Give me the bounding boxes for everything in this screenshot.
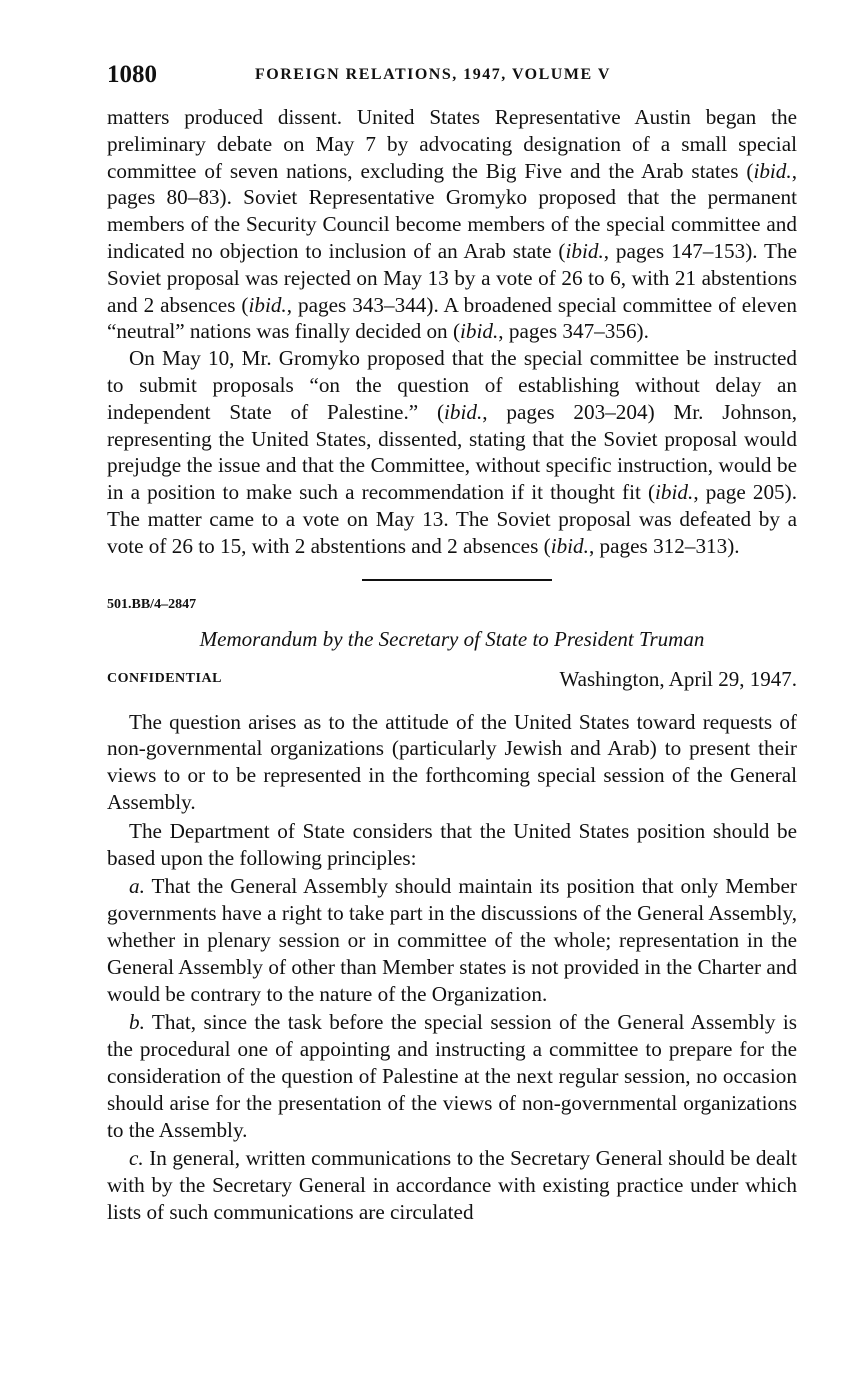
memo-item-b: b. That, since the task before the special session of the General Assembly is the procedural one of appointing and instructing a committee to prepare for the consideration of the question of Palestine at the next regular session, no occasion should arise for the presentation of the views of non-governmental organizations to the Assembly.: [107, 1010, 797, 1142]
page-number: 1080: [107, 61, 157, 88]
memorandum-body: [107, 709, 797, 1226]
dateline: [107, 665, 797, 695]
section-divider: [362, 579, 552, 581]
memo-paragraph-2: The Department of State considers that the United States position should be based upon the following principles:: [107, 818, 797, 870]
document-title: Memorandum by the Secretary of State to President Truman: [199, 626, 705, 651]
item-letter: a.: [129, 874, 145, 899]
running-head: FOREIGN RELATIONS, 1947, VOLUME V: [255, 66, 611, 83]
preceding-paragraph-1: matters produced dissent. United States Representative Austin began the preliminary debate on May 7 by advocating designation of a small special committee of seven nations, excluding the Big Five and the Arab states (ibid., pages 80–83). Soviet Representative Gromyko proposed that the permanent members of the Security Council become members of the special committee and indicated no objection to inclusion of an Arab state (ibid., pages 147–153). The Soviet proposal was rejected on May 13 by a vote of 26 to 6, with 21 abstentions and 2 absences (ibid., pages 343–344). A broadened special committee of eleven “neutral” nations was finally decided on (ibid., pages 347–356).: [107, 105, 797, 344]
page-header: [107, 58, 797, 92]
item-letter: c.: [129, 1146, 144, 1171]
place-and-date: Washington, April 29, 1947.: [559, 666, 797, 691]
memo-paragraph-1: The question arises as to the attitude of the United States toward requests of non-governmental organizations (particularly Jewish and Arab) to present their views to or to be represented in the forthcoming special session of the General Assembly.: [107, 709, 797, 814]
memo-item-c: c. In general, written communications to the Secretary General should be dealt with by the Secretary General in accordance with existing practice under which lists of such communications are circulated: [107, 1146, 797, 1224]
classification-label: CONFIDENTIAL: [107, 670, 222, 686]
memo-item-a: a. That the General Assembly should maintain its position that only Member governments have a right to take part in the discussions of the General Assembly, whether in plenary session or in committee of the whole; representation in the General Assembly of other than Member states is not provided in the Charter and would be contrary to the nature of the Organization.: [107, 874, 797, 1006]
file-number: 501.BB/4–2847: [107, 596, 197, 612]
preceding-paragraph-2: On May 10, Mr. Gromyko proposed that the special committee be instructed to submit proposals “on the question of establishing without delay an independent State of Palestine.” (ibid., pages 203–204) Mr. Johnson, representing the United States, dissented, stating that the Soviet proposal would prejudge the issue and that the Committee, without specific instruction, would be in a position to make such a recommendation if it thought fit (ibid., page 205). The matter came to a vote on May 13. The Soviet proposal was defeated by a vote of 26 to 15, with 2 abstentions and 2 absences (ibid., pages 312–313).: [107, 346, 797, 558]
item-letter: b.: [129, 1010, 145, 1035]
page-body: [107, 104, 797, 1228]
